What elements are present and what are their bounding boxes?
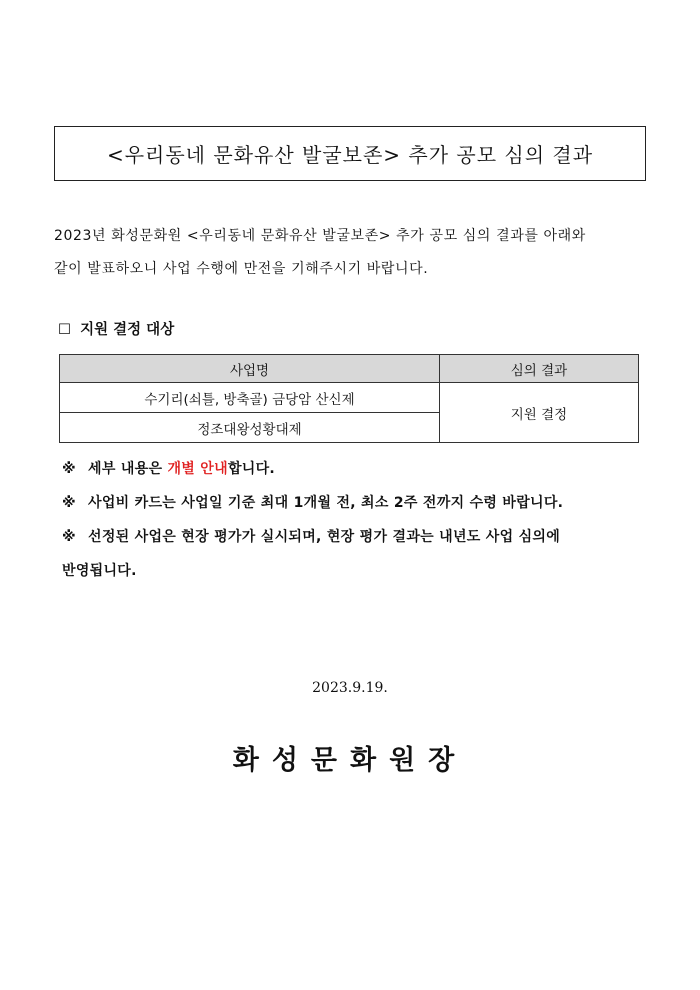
table-header-row: [60, 355, 639, 383]
note-text: 사업비 카드는 사업일 기준 최대 1개월 전, 최소 2주 전까지 수령 바랍니다.: [88, 495, 564, 511]
section-heading: [58, 318, 174, 339]
notes-list: [62, 452, 642, 588]
reference-mark-icon: ※: [62, 495, 76, 511]
note-text-prefix: 세부 내용은: [88, 461, 168, 477]
header-project-name: 사업명: [60, 355, 440, 383]
result-table: [59, 354, 639, 443]
project-name-cell: 수기리(쇠틀, 방축골) 금당암 산신제: [60, 383, 440, 413]
issuer-signature: 화성문화원장: [232, 745, 468, 776]
note-item: [62, 452, 642, 486]
intro-paragraph: [54, 220, 654, 286]
header-review-result: 심의 결과: [440, 355, 639, 383]
table-row: [60, 383, 639, 413]
checkbox-icon: ☐: [58, 322, 71, 338]
reference-mark-icon: ※: [62, 529, 76, 545]
note-item: [62, 520, 642, 554]
note-continuation: 반영됩니다.: [62, 563, 137, 579]
document-title: <우리동네 문화유산 발굴보존> 추가 공모 심의 결과: [54, 126, 646, 181]
review-result-cell: 지원 결정: [440, 383, 639, 443]
project-name-cell: 정조대왕성황대제: [60, 413, 440, 443]
note-text-suffix: 합니다.: [227, 461, 276, 477]
note-text: 선정된 사업은 현장 평가가 실시되며, 현장 평가 결과는 내년도 사업 심의에: [88, 529, 561, 545]
intro-line-2: 같이 발표하오니 사업 수행에 만전을 기해주시기 바랍니다.: [54, 261, 429, 277]
document-date: 2023.9.19.: [312, 680, 388, 696]
note-text: [88, 452, 275, 486]
note-item: [62, 486, 642, 520]
section-heading-text: 지원 결정 대상: [80, 322, 175, 338]
intro-line-1: 2023년 화성문화원 <우리동네 문화유산 발굴보존> 추가 공모 심의 결과를 아래와: [54, 228, 586, 244]
reference-mark-icon: ※: [62, 461, 76, 477]
note-highlight: 개별 안내: [167, 461, 228, 477]
